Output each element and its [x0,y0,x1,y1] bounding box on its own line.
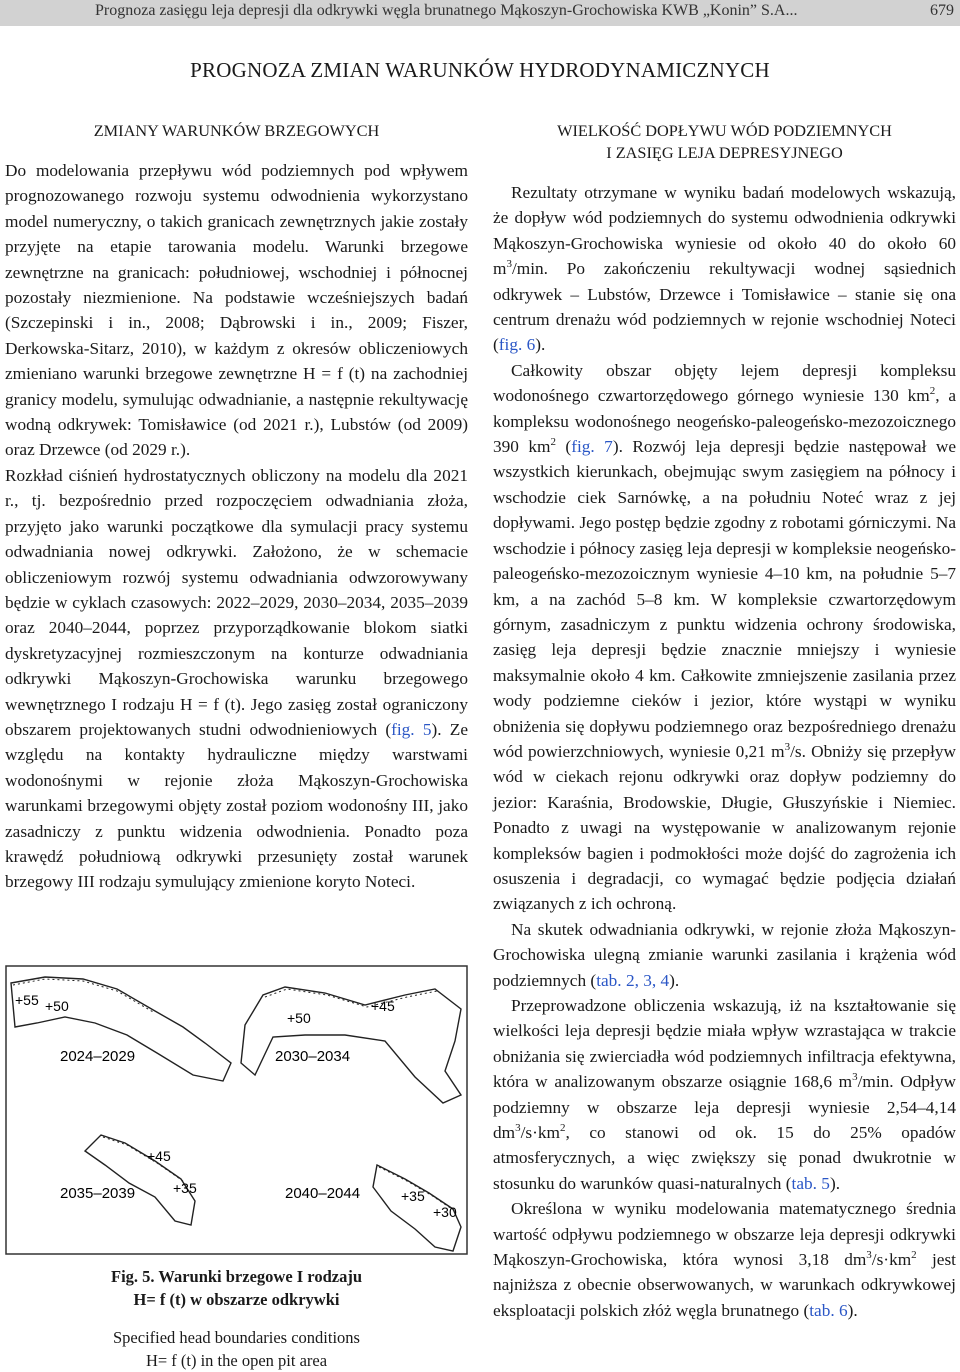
figure-caption [5,1265,468,1311]
running-title: Prognoza zasięgu leja depresji dla odkrywki węgla brunatnego Mąkoszyn-Grochowiska KWB „Konin” S.A... [95,2,798,19]
right-subheading [493,120,956,164]
panel-4-label-a: +35 [401,1188,425,1204]
left-paragraph-1: Do modelowania przepływu wód podziemnych pod wpływem prognozowanego rozwoju systemu odwodnienia wykorzystano model numeryczny, o takich granicach zewnętrznych jakie zostały przyjęte na etapie tarowania modelu. Warunki brzegowe zewnętrzne na granicach: południowej, wschodniej i północnej pozostały niezmienione. Na podstawie wcześniejszych badań (Szczepinski i in., 2008; Dąbrowski i in., 2009; Fiszer, Derkowska-Sitarz, 2010), w każdym z okresów obliczeniowych zmieniano warunki brzegowe zewnętrzne H = f (t) na zachodniej granicy modelu, symulując odwadnianie, a następnie rekultywację wodną odkrywek: Tomisławice (od 2021 r.), Lubstów (od 2009) oraz Drzewce (od 2029 r.). [5,161,468,460]
figure-caption-english [5,1326,468,1372]
panel-1-label-b: +50 [45,998,69,1014]
right-subheading-line-2: I ZASIĘG LEJA DEPRESYJNEGO [606,143,843,162]
panel-2-label-a: +50 [287,1010,311,1026]
right-paragraph-1: Rezultaty otrzymane w wyniku badań modelowych wskazują, że dopływ wód podziemnych do systemu odwodnienia odkrywki Mąkoszyn-Grochowiska wyniesie od około 40 do około 60 $m^3/\min$. Po zakończeniu rekultywacji wodnej sąsiednich odkrywek – Lubstów, Drzewce i Tomisławice – stanie się ona centrum drenażu wód podziemnych w rejonie wschodniej Noteci (fig. 6). [493,183,956,355]
fig-7-link[interactable]: fig. 7 [571,437,613,457]
panel-4-label-b: +30 [433,1204,457,1220]
panel-4-period: 2040–2044 [285,1185,361,1202]
right-paragraph-4: Przeprowadzone obliczenia wskazują, iż na kształtowanie się wielkości leja depresji będzie miała wpływ wzrastająca w trakcie obniżania się zwierciadła wód podziemnych infiltracja efektywna, która w analizowanym obszarze osiągnie 168,6 $m^3/\min$. Odpływ podziemny w obszarze leja depresji wyniesie 2,54–4,14 $dm^3/s\cdot km^2$, co stanowi od ok. 15 do 25% opadów atmosferycznych, a więc zwiększy się ponad dwukrotnie w stosunku do warunków quasi-naturalnych (tab. 5). [493,996,956,1193]
right-subheading-line-1: WIELKOŚĆ DOPŁYWU WÓD PODZIEMNYCH [557,121,892,140]
panel-1-period: 2024–2029 [60,1048,136,1065]
tab-2-3-4-link[interactable]: tab. 2, 3, 4 [596,970,670,990]
figure-caption-line-2: H= f (t) w obszarze odkrywki [133,1290,340,1309]
panel-3-label-a: +45 [147,1148,171,1164]
page-number: 679 [930,2,954,19]
left-paragraph-2: Rozkład ciśnień hydrostatycznych obliczony na modelu dla 2021 r., tj. bezpośrednio przed rozpoczęciem odwadniania złoża, przyjęto jako warunki początkowe dla symulacji pracy systemu odwadniania nowej odkrywki. Założono, że w schemacie obliczeniowym rozwój systemu odwadniania odwzorowywany będzie w cyklach czasowych: 2022–2029, 2030–2034, 2035–2039 oraz 2040–2044, poprzez przyporządkowanie blokom siatki dyskretyzacyjnej rozmieszczonym na konturze odwadniania odkrywki Mąkoszyn-Grochowiska warunku brzegowego wewnętrznego I rodzaju H = f (t). Jego zasięg został ograniczony obszarem projektowanych studni odwodnieniowych (fig. 5). Ze względu na kontakty hydrauliczne między warstwami wodonośnymi w rejonie złoża Mąkoszyn-Grochowiska warunkami brzegowymi objęty został poziom wodonośny III, jako zasadniczy z punktu widzenia odwodnienia. Ponadto poza krawędź południową odkrywki przesunięty został warunek brzegowy III rodzaju symulujący zmienione koryto Noteci. [5,465,468,892]
running-header [0,0,960,26]
figure-5 [5,965,468,1255]
panel-3-label-b: +35 [173,1180,197,1196]
panel-2-label-b: +45 [371,998,395,1014]
figure-5-drawing [5,965,468,1255]
right-paragraph-5: Określona w wyniku modelowania matematycznego średnia wartość odpływu podziemnego w obszarze leja depresji odkrywki Mąkoszyn-Grochowiska, która wynosi 3,18 $dm^3/s\cdot km^2$ jest najniższa z obecnie obserwowanych, w warunkach odkrywkowej eksploatacji polskich złóż węgla brunatnego (tab. 6). [493,1199,956,1320]
right-paragraph-2: Całkowity obszar objęty lejem depresji kompleksu wodonośnego czwartorzędowego górnego wyniesie 130 $km^2$, a kompleksu wodonośnego neogeńsko-paleogeńsko-mezozoicznego 390 $km^2$ (fig. 7). Rozwój leja depresji będzie następował we wszystkich kierunkach, obejmując swym zasięgiem na północy i wschodzie ciek Sarnówkę, a na południu Noteć wraz z jej dopływami. Jego postęp będzie zgodny z robotami górniczymi. Na wschodzie i północy zasięg leja depresji w kompleksie neogeńsko-paleogeńsko-mezozoicznym wyniesie 4–10 km, na południe 5–7 km, a na zachód 5–8 km. W kompleksie czwartorzędowym górnym, zasadniczym z punktu widzenia ochrony środowiska, zasięg leja depresji będzie znacznie mniejszy i wyniesie maksymalnie około 4 km. Całkowite zmniejszenie zasilania przez wody podziemne cieków i jezior, które wystąpi w wyniku obniżenia się dopływu podziemnego oraz bezpośredniego drenażu wód powierzchniowych, wyniesie 0,21 $m^3/s$. Obniży się przepływ wód w ciekach rejonu odkrywki oraz dopływ podziemny do jezior: Karaśnia, Brodowskie, Długie, Głuszyńskie i Niemiec. Ponadto z uwagi na występowanie w analizowanym rejonie kompleksów bagien i podmokłości może dojść do zagrożenia ich osuszenia i degradacji, co wymagać będzie podjęcia działań związanych z ich ochroną. [493,360,957,914]
figure-caption-en-line-2: H= f (t) in the open pit area [145,1351,328,1370]
figure-caption-line-1: Fig. 5. Warunki brzegowe I rodzaju [110,1267,363,1286]
fig-6-link[interactable]: fig. 6 [498,335,536,355]
panel-2-period: 2030–2034 [275,1048,351,1065]
tab-6-link[interactable]: tab. 6 [809,1300,848,1320]
right-column [493,120,956,1323]
panel-1-label-a: +55 [15,992,39,1008]
section-title: PROGNOZA ZMIAN WARUNKÓW HYDRODYNAMICZNYCH [190,58,770,82]
right-paragraph-3: Na skutek odwadniania odkrywki, w rejonie złoża Mąkoszyn-Grochowiska ulegną zmianie warunki zasilania i krążenia wód podziemnych (tab. 2, 3, 4). [493,919,956,990]
left-column [5,120,468,895]
panel-3-period: 2035–2039 [60,1185,136,1202]
figure-caption-en-line-1: Specified head boundaries conditions [113,1328,360,1347]
fig-5-link[interactable]: fig. 5 [391,719,432,739]
tab-5-link[interactable]: tab. 5 [791,1173,830,1193]
left-subheading: ZMIANY WARUNKÓW BRZEGOWYCH [93,121,380,140]
